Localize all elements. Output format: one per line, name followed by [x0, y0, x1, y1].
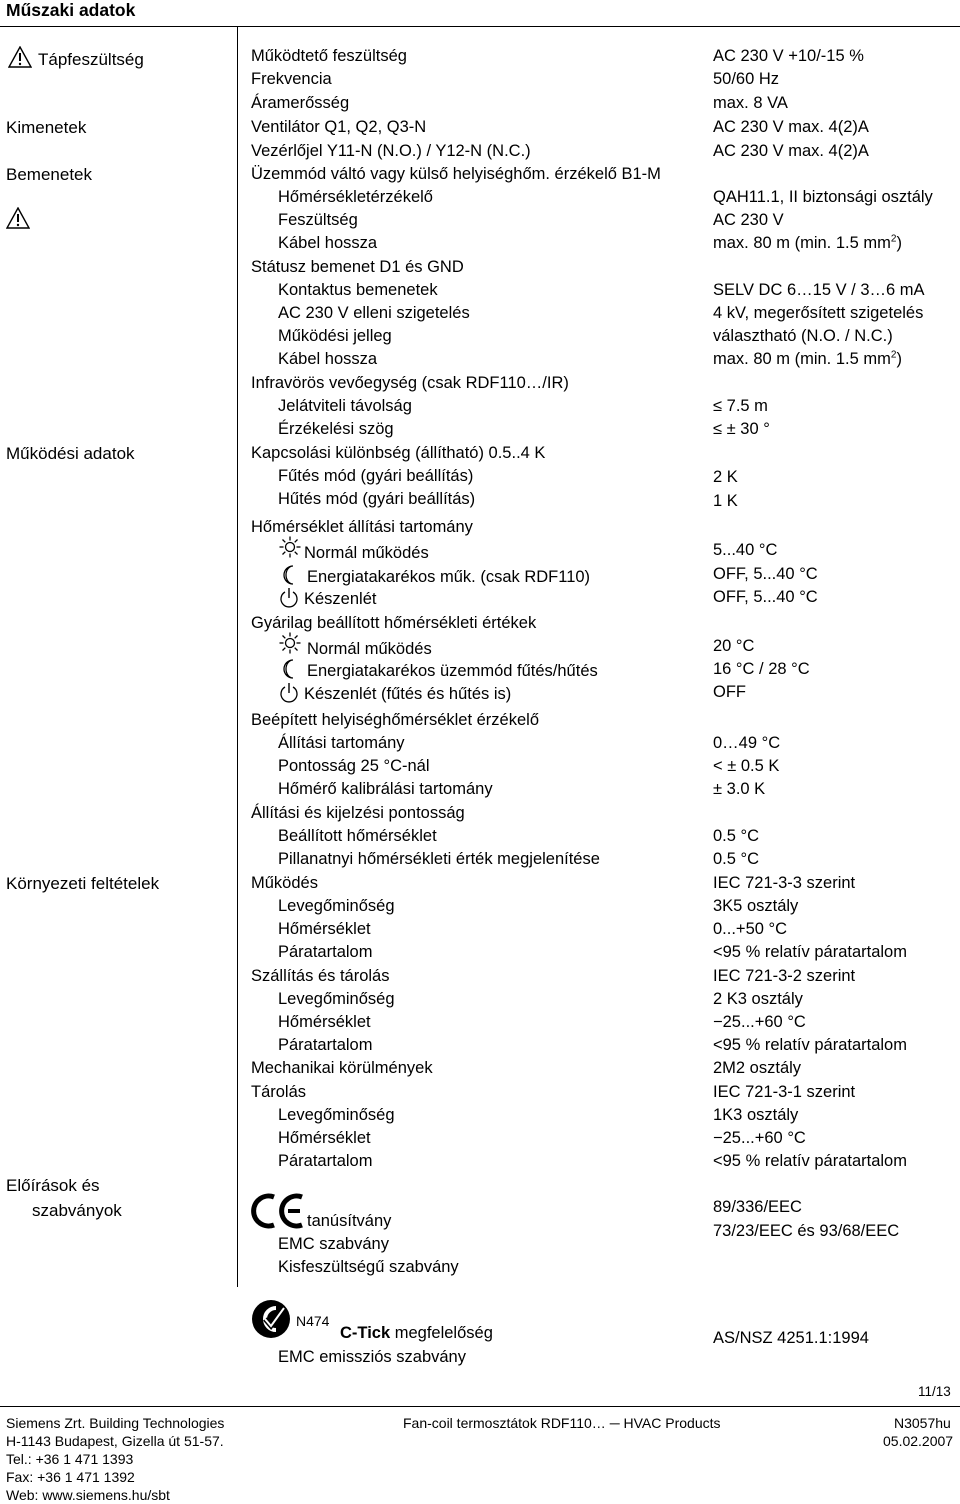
- section-inputs: Bemenetek: [6, 165, 92, 184]
- row-value: AC 230 V: [713, 211, 784, 229]
- page-title: Műszaki adatok: [6, 0, 136, 20]
- section-standards-2: szabványok: [32, 1201, 122, 1220]
- c-tick-code: N474: [296, 1313, 330, 1329]
- row-label: Készenlét (fűtés és hűtés is): [304, 685, 512, 703]
- row-value: OFF, 5...40 °C: [713, 588, 818, 606]
- row-value: 2M2 osztály: [713, 1059, 802, 1077]
- row-value: −25...+60 °C: [713, 1013, 806, 1031]
- row-value: 50/60 Hz: [713, 70, 780, 88]
- row-value: max. 80 m (min. 1.5 $mm^2$): [713, 349, 902, 368]
- row-label: Gyárilag beállított hőmérsékleti értékek: [251, 614, 537, 632]
- row-value: választható (N.O. / N.C.): [713, 327, 893, 345]
- row-value: 0.5 °C: [713, 850, 760, 868]
- c-tick-emc-label: EMC emissziós szabvány: [278, 1348, 466, 1366]
- row-label: Kábel hossza: [278, 350, 378, 368]
- row-value: 4 kV, megerősített szigetelés: [713, 304, 924, 322]
- header-rule: [0, 26, 960, 27]
- warning-icon: [8, 46, 32, 68]
- row-label: Fűtés mód (gyári beállítás): [278, 467, 474, 485]
- row-label: AC 230 V elleni szigetelés: [278, 304, 470, 322]
- page-number: 11/13: [918, 1384, 951, 1399]
- row-value: IEC 721-3-2 szerint: [713, 967, 856, 985]
- row-label: Hőmérséklet állítási tartomány: [251, 518, 473, 536]
- c-tick-value: AS/NSZ 4251.1:1994: [713, 1329, 869, 1347]
- row-label: Vezérlőjel Y11-N (N.O.) / Y12-N (N.C.): [251, 142, 531, 160]
- row-value: <95 % relatív páratartalom: [713, 1036, 907, 1054]
- warning-icon: [6, 207, 30, 229]
- moon-icon: [279, 658, 297, 680]
- footer-fax: Fax: +36 1 471 1392: [6, 1469, 135, 1485]
- row-value: 16 °C / 28 °C: [713, 660, 810, 678]
- row-value: ≤ ± 30 °: [713, 420, 770, 438]
- column-divider: [237, 27, 238, 1287]
- footer-company: Siemens Zrt. Building Technologies: [6, 1415, 225, 1431]
- ce-lv-label: Kisfeszültségű szabvány: [278, 1258, 459, 1276]
- footer-date: 05.02.2007: [883, 1433, 954, 1449]
- moon-icon: [279, 564, 297, 586]
- row-label: Frekvencia: [251, 70, 332, 88]
- row-value: ≤ 7.5 m: [713, 397, 768, 415]
- row-value: IEC 721-3-3 szerint: [713, 874, 856, 892]
- row-label: Pillanatnyi hőmérsékleti érték megjelenítése: [278, 850, 600, 868]
- section-environment: Környezeti feltételek: [6, 874, 160, 893]
- row-value: QAH11.1, II biztonsági osztály: [713, 188, 933, 206]
- row-value: <95 % relatív páratartalom: [713, 1152, 907, 1170]
- ce-value-2: 73/23/EEC és 93/68/EEC: [713, 1222, 900, 1240]
- row-label: Kapcsolási különbség (állítható) 0.5..4 K: [251, 444, 546, 462]
- row-label: Levegőminőség: [278, 897, 395, 915]
- row-value: max. 8 VA: [713, 94, 788, 112]
- footer-doc-number: N3057hu: [894, 1415, 951, 1431]
- footer-web: Web: www.siemens.hu/sbt: [6, 1487, 170, 1503]
- row-label: Hőmérséklet: [278, 1129, 371, 1147]
- row-label: Áramerősség: [251, 94, 350, 112]
- ce-cert-label: tanúsítvány: [307, 1212, 392, 1230]
- row-label: Működési jelleg: [278, 327, 392, 345]
- power-icon: [279, 682, 299, 704]
- row-label: Beállított hőmérséklet: [278, 827, 437, 845]
- c-tick-conformity: megfelelőség: [394, 1324, 493, 1342]
- row-label: Hőmérséklet: [278, 1013, 371, 1031]
- c-tick-icon: [251, 1299, 291, 1339]
- row-label: Működés: [251, 874, 318, 892]
- row-label: Infravörös vevőegység (csak RDF110…/IR): [251, 374, 569, 392]
- row-value: 0.5 °C: [713, 827, 760, 845]
- row-value: 2 K: [713, 468, 738, 486]
- row-label: Tárolás: [251, 1083, 307, 1101]
- sun-icon: [279, 632, 301, 654]
- row-label: Kontaktus bemenetek: [278, 281, 438, 299]
- row-label: Levegőminőség: [278, 1106, 395, 1124]
- row-label: Érzékelési szög: [278, 420, 394, 438]
- row-value: 1K3 osztály: [713, 1106, 799, 1124]
- ce-emc-label: EMC szabvány: [278, 1235, 389, 1253]
- row-value: −25...+60 °C: [713, 1129, 806, 1147]
- section-power: Tápfeszültség: [38, 50, 144, 69]
- row-value: 0…49 °C: [713, 734, 781, 752]
- row-label: Szállítás és tárolás: [251, 967, 390, 985]
- section-standards: Előírások és: [6, 1176, 100, 1195]
- row-label: Páratartalom: [278, 1036, 373, 1054]
- row-label: Hűtés mód (gyári beállítás): [278, 490, 476, 508]
- row-value: <95 % relatív páratartalom: [713, 943, 907, 961]
- row-label: Mechanikai körülmények: [251, 1059, 433, 1077]
- row-label: Hőmérsékletérzékelő: [278, 188, 433, 206]
- row-value: ± 3.0 K: [713, 780, 766, 798]
- section-operation: Működési adatok: [6, 444, 135, 463]
- row-label: Pontosság 25 °C-nál: [278, 757, 430, 775]
- row-value: 2 K3 osztály: [713, 990, 803, 1008]
- row-label: Hőmérő kalibrálási tartomány: [278, 780, 493, 798]
- section-outputs: Kimenetek: [6, 118, 87, 137]
- row-label: Energiatakarékos műk. (csak RDF110): [307, 568, 591, 586]
- row-value: IEC 721-3-1 szerint: [713, 1083, 856, 1101]
- footer-doc-title: Fan-coil termosztátok RDF110… ─ HVAC Products: [403, 1415, 721, 1431]
- row-value: AC 230 V max. 4(2)A: [713, 118, 869, 136]
- sun-icon: [279, 536, 301, 558]
- row-label: Működtető feszültség: [251, 47, 407, 65]
- row-label: Feszültség: [278, 211, 358, 229]
- row-label: Állítási és kijelzési pontosság: [251, 804, 465, 822]
- row-label: Státusz bemenet D1 és GND: [251, 258, 464, 276]
- row-value: 0...+50 °C: [713, 920, 788, 938]
- row-label: Levegőminőség: [278, 990, 395, 1008]
- row-value: OFF, 5...40 °C: [713, 565, 818, 583]
- row-label: Jelátviteli távolság: [278, 397, 412, 415]
- row-label: Üzemmód váltó vagy külső helyiséghőm. érzékelő B1-M: [251, 165, 661, 183]
- row-label: Energiatakarékos üzemmód fűtés/hűtés: [307, 662, 598, 680]
- row-value: AC 230 V +10/-15 %: [713, 47, 864, 65]
- row-label: Készenlét: [304, 590, 377, 608]
- footer-address: H-1143 Budapest, Gizella út 51-57.: [6, 1433, 224, 1449]
- ce-mark-icon: [250, 1193, 306, 1229]
- row-value: 3K5 osztály: [713, 897, 799, 915]
- row-label: Beépített helyiséghőmérséklet érzékelő: [251, 711, 539, 729]
- ce-value-1: 89/336/EEC: [713, 1198, 802, 1216]
- row-label: Hőmérséklet: [278, 920, 371, 938]
- row-value: max. 80 m (min. 1.5 $mm^2$): [713, 233, 902, 252]
- row-value: 20 °C: [713, 637, 755, 655]
- c-tick-label: [340, 1323, 493, 1343]
- row-value: 1 K: [713, 492, 738, 510]
- row-value: OFF: [713, 683, 746, 701]
- row-label: Kábel hossza: [278, 234, 378, 252]
- row-label: Állítási tartomány: [278, 734, 405, 752]
- row-label: Ventilátor Q1, Q2, Q3-N: [251, 118, 427, 136]
- row-label: Normál működés: [307, 640, 432, 658]
- footer-tel: Tel.: +36 1 471 1393: [6, 1451, 134, 1467]
- power-icon: [279, 587, 299, 609]
- c-tick-name: C-Tick: [340, 1324, 391, 1342]
- row-label: Páratartalom: [278, 943, 373, 961]
- row-value: < ± 0.5 K: [713, 757, 780, 775]
- row-label: Páratartalom: [278, 1152, 373, 1170]
- row-label: Normál működés: [304, 544, 429, 562]
- footer-rule: [0, 1406, 960, 1407]
- row-value: AC 230 V max. 4(2)A: [713, 142, 869, 160]
- row-value: 5...40 °C: [713, 541, 778, 559]
- row-value: SELV DC 6…15 V / 3…6 mA: [713, 281, 925, 299]
